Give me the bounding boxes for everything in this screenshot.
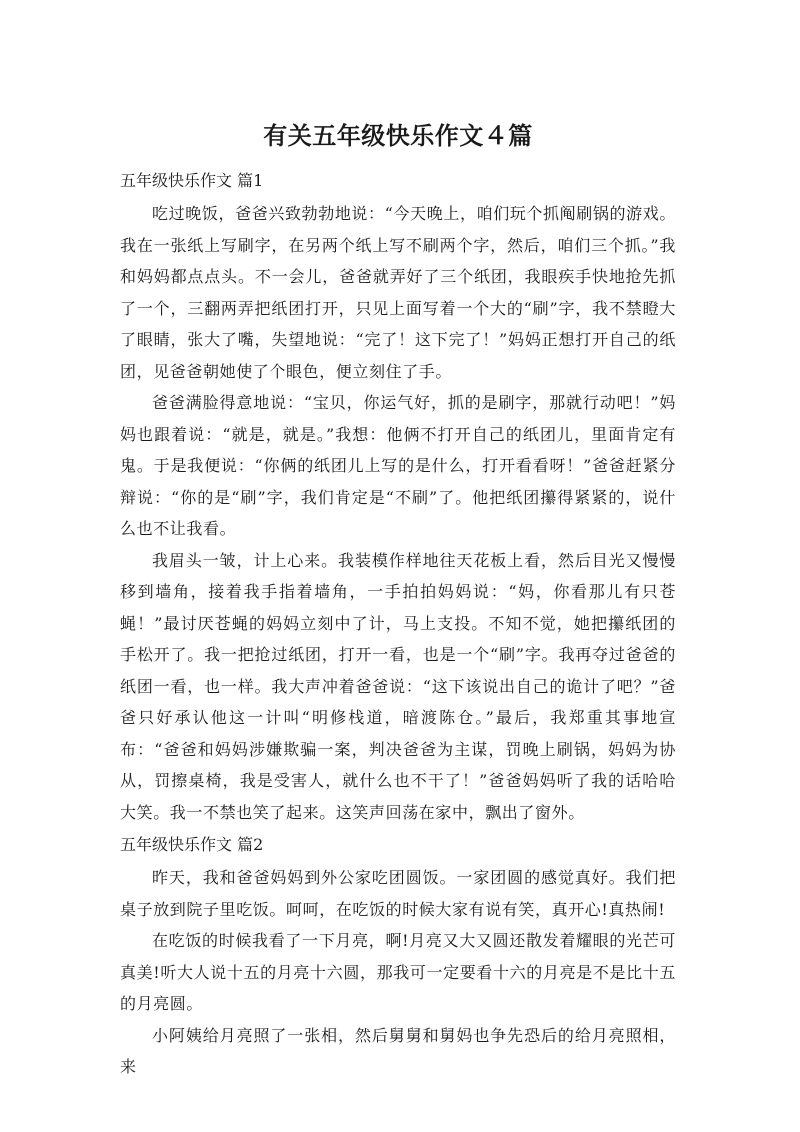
section-heading: 五年级快乐作文 篇1 — [120, 171, 264, 190]
paragraph: 小阿姨给月亮照了一张相，然后舅舅和舅妈也争先恐后的给月亮照相，来 — [120, 1025, 676, 1076]
paragraph: 在吃饭的时候我看了一下月亮，啊!月亮又大又圆还散发着耀眼的光芒可真美!听大人说十五的月亮十六圆，那我可一定要看十六的月亮是不是比十五的月亮圆。 — [120, 931, 676, 1013]
paragraph: 昨天，我和爸爸妈妈到外公家吃团圆饭。一家团圆的感觉真好。我们把桌子放到院子里吃饭。呵呵，在吃饭的时候大家有说有笑，真开心!真热闹! — [120, 868, 676, 919]
essay-section-1 — [120, 164, 676, 828]
paragraph: 吃过晚饭，爸爸兴致勃勃地说：“今天晚上，咱们玩个抓阄刷锅的游戏。我在一张纸上写刷字，在另两个纸上写不刷两个字，然后，咱们三个抓。”我和妈妈都点点头。不一会儿，爸爸就弄好了三个纸团，我眼疾手快地抢先抓了一个，三翻两弄把纸团打开，只见上面写着一个大的“刷”字，我不禁瞪大了眼睛，张大了嘴，失望地说：“完了！这下完了！”妈妈正想打开自己的纸团，见爸爸朝她使了个眼色，便立刻住了手。 — [120, 204, 676, 381]
section-heading: 五年级快乐作文 篇2 — [120, 835, 264, 854]
document-title: 有关五年级快乐作文４篇 — [263, 122, 533, 150]
paragraph: 爸爸满脸得意地说：“宝贝，你运气好，抓的是刷字，那就行动吧！”妈妈也跟着说：“就是，就是。”我想：他俩不打开自己的纸团儿，里面肯定有鬼。于是我便说：“你俩的纸团儿上写的是什么，打开看看呀！”爸爸赶紧分辩说：“你的是“刷”字，我们肯定是“不刷”了。他把纸团攥得紧紧的，说什么也不让我看。 — [120, 393, 676, 538]
paragraph: 我眉头一皱，计上心来。我装模作样地往天花板上看，然后目光又慢慢移到墙角，接着我手指着墙角，一手拍拍妈妈说：“妈，你看那儿有只苍蝇！”最讨厌苍蝇的妈妈立刻中了计，马上支投。不知不觉，她把攥纸团的手松开了。我一把抢过纸团，打开一看，也是一个“刷”字。我再夺过爸爸的纸团一看，也一样。我大声冲着爸爸说：“这下该说出自己的诡计了吧？”爸爸只好承认他这一计叫“明修栈道，暗渡陈仓。”最后，我郑重其事地宣布：“爸爸和妈妈涉嫌欺骗一案，判决爸爸为主谋，罚晚上刷锅，妈妈为协从，罚擦桌椅，我是受害人，就什么也不干了！”爸爸妈妈听了我的话哈哈大笑。我一不禁也笑了起来。这笑声回荡在家中，飘出了窗外。 — [120, 550, 676, 822]
essay-section-2 — [120, 828, 676, 1083]
